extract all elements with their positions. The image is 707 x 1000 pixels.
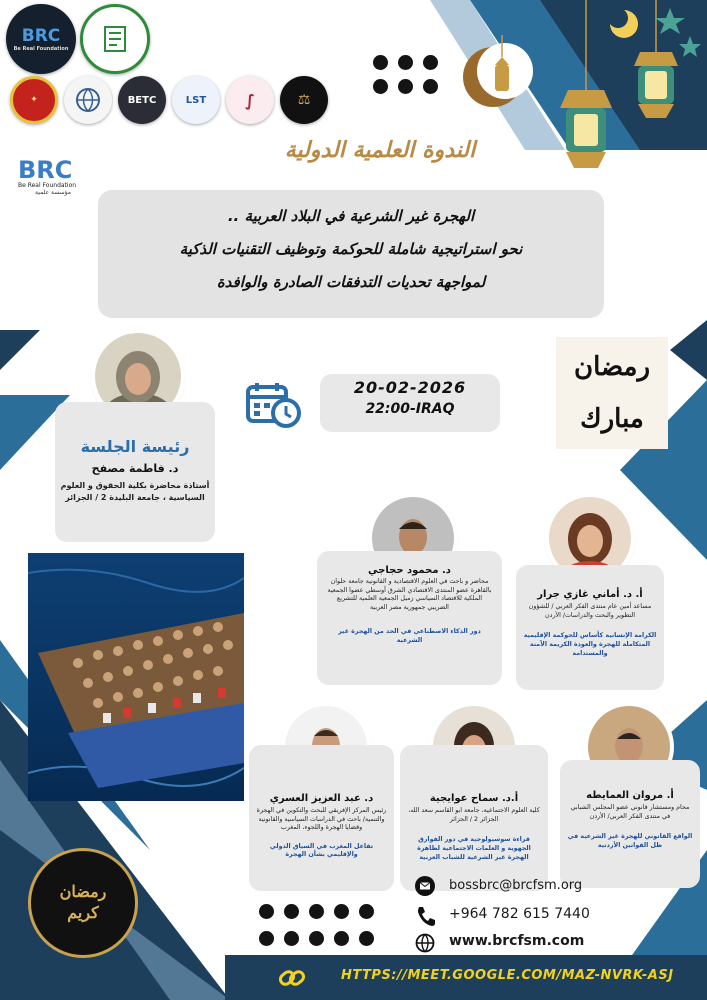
org-logo-1: ✦ <box>10 76 58 124</box>
speaker-bio: محام ومستشار قانوني عضو المجلس الشبابي في منتدى الفكر العربي/ الأردن <box>570 804 690 820</box>
speaker-card-asri <box>249 745 394 891</box>
brc-side-logo: BRC Be Real Foundation مؤسسة علمية <box>18 156 77 196</box>
speaker-topic: الكرامة الإنسانية كأساس للحوكمة الإقليمية المتكاملة للهجرة والعودة الكريمة الآمنة والمستدامة <box>523 632 657 657</box>
phone-number: +964 782 615 7440 <box>449 906 590 922</box>
meet-link[interactable]: HTTPS://MEET.GOOGLE.COM/MAZ-NVRK-ASJ <box>341 968 674 983</box>
ramadan-kareem-medallion: رمضان كريم <box>28 848 138 958</box>
hanging-lanterns-icon <box>540 0 707 180</box>
speaker-card-jarrar <box>516 565 664 690</box>
migrant-boat-image <box>28 553 244 801</box>
email-icon <box>415 876 435 896</box>
calendar-clock-icon <box>244 381 302 429</box>
speaker-card-amaiteh <box>560 760 700 888</box>
chair-role: رئيسة الجلسة <box>80 437 190 456</box>
speaker-card-awayjia <box>400 745 548 891</box>
speaker-bio: رئيس المركز الإفريقي للبحث والتكوين في الهجرة والتنمية/ باحث في الدراسات السياسية والقانونية وقضايا الهجرة واللجوء، المغرب <box>256 807 387 831</box>
crescent-lantern-icon <box>455 35 535 115</box>
speaker-name: د. عبد العزيز العسري <box>269 793 374 804</box>
chair-bio: أستاذة محاضرة بكلية الحقوق و العلوم السياسية ، جامعة البليدة 2 / الجزائر <box>60 481 210 503</box>
title-line-3: لمواجهة تحديات التدفقات الصادرة والوافدة <box>216 273 486 291</box>
globe-icon <box>415 933 435 953</box>
speaker-topic: تفاعل المغرب في السياق الدولي والإقليمي بشأن الهجرة <box>269 842 374 859</box>
speaker-bio: مساعد أمين عام منتدى الفكر العربي / للشؤون التطوير والبحث والدراسات/ الأردن <box>528 603 652 619</box>
speaker-name: د. محمود حجاجي <box>368 565 451 576</box>
org-logo-5: ∫ <box>226 76 274 124</box>
speaker-name: أ. مروان العمايطه <box>586 790 674 801</box>
title-line-2: نحو استراتيجية شاملة للحوكمة وتوظيف التقنيات الذكية <box>179 240 523 258</box>
chair-name: د. فاطمة مصفح <box>91 462 179 475</box>
speaker-topic: الواقع القانوني للهجرة غير الشرعية في ظل القوانين الأردنية <box>567 833 693 849</box>
lst-logo: LST <box>172 76 220 124</box>
org-logo-6: ⚖ <box>280 76 328 124</box>
title-box <box>98 190 604 318</box>
speaker-bio: محاضر و باحث في العلوم الاقتصادية و القانونية جامعة حلوان بالقاهرة عضو المنتدى الاقتصادي الشرق أوسطي عضوا الجمعية الملكية للاقتصاد السياسي زميل الجمعية العلمية للتشريع الضريبي جمهورية مصر العربية <box>327 578 492 611</box>
ramadan-calligraphy: رمضان مبارك <box>556 337 668 449</box>
speaker-topic: دور الذكاء الاصطناعي في الحد من الهجرة غير الشرعية <box>338 628 481 644</box>
link-icon <box>276 962 308 994</box>
email-link[interactable]: bossbrc@brcfsm.org <box>449 878 583 893</box>
website-link[interactable]: www.brcfsm.com <box>449 933 585 949</box>
speaker-bio: كلية العلوم الاجتماعية، جامعة ابو القاسم سعد الله، الجزائر 2 / الجزائر <box>408 807 540 823</box>
date-time-box <box>320 374 500 432</box>
event-type-heading: الندوة العلمية الدولية <box>284 138 476 163</box>
event-time: 22:00-IRAQ <box>365 401 455 417</box>
speaker-topic: قراءة سوسيولوجية في دور الفوارق الجهوية و العلمات الاجتماعية لظاهرة الهجرة غير الشرعية للشباب العربية <box>417 836 531 861</box>
betc-logo: BETC <box>118 76 166 124</box>
green-institute-logo <box>80 4 150 74</box>
speaker-card-hajjaji <box>317 551 502 685</box>
speaker-name: أ.د. سماح عوايجية <box>429 793 519 804</box>
org-logo-2 <box>64 76 112 124</box>
brc-top-logo: BRC Be Real Foundation <box>6 4 76 74</box>
event-date: 20-02-2026 <box>353 378 467 397</box>
phone-icon <box>415 905 435 927</box>
speaker-name: أ. د. أماني غازي جرار <box>537 589 643 600</box>
title-line-1: الهجرة غير الشرعية في البلاد العربية .. <box>227 207 475 225</box>
